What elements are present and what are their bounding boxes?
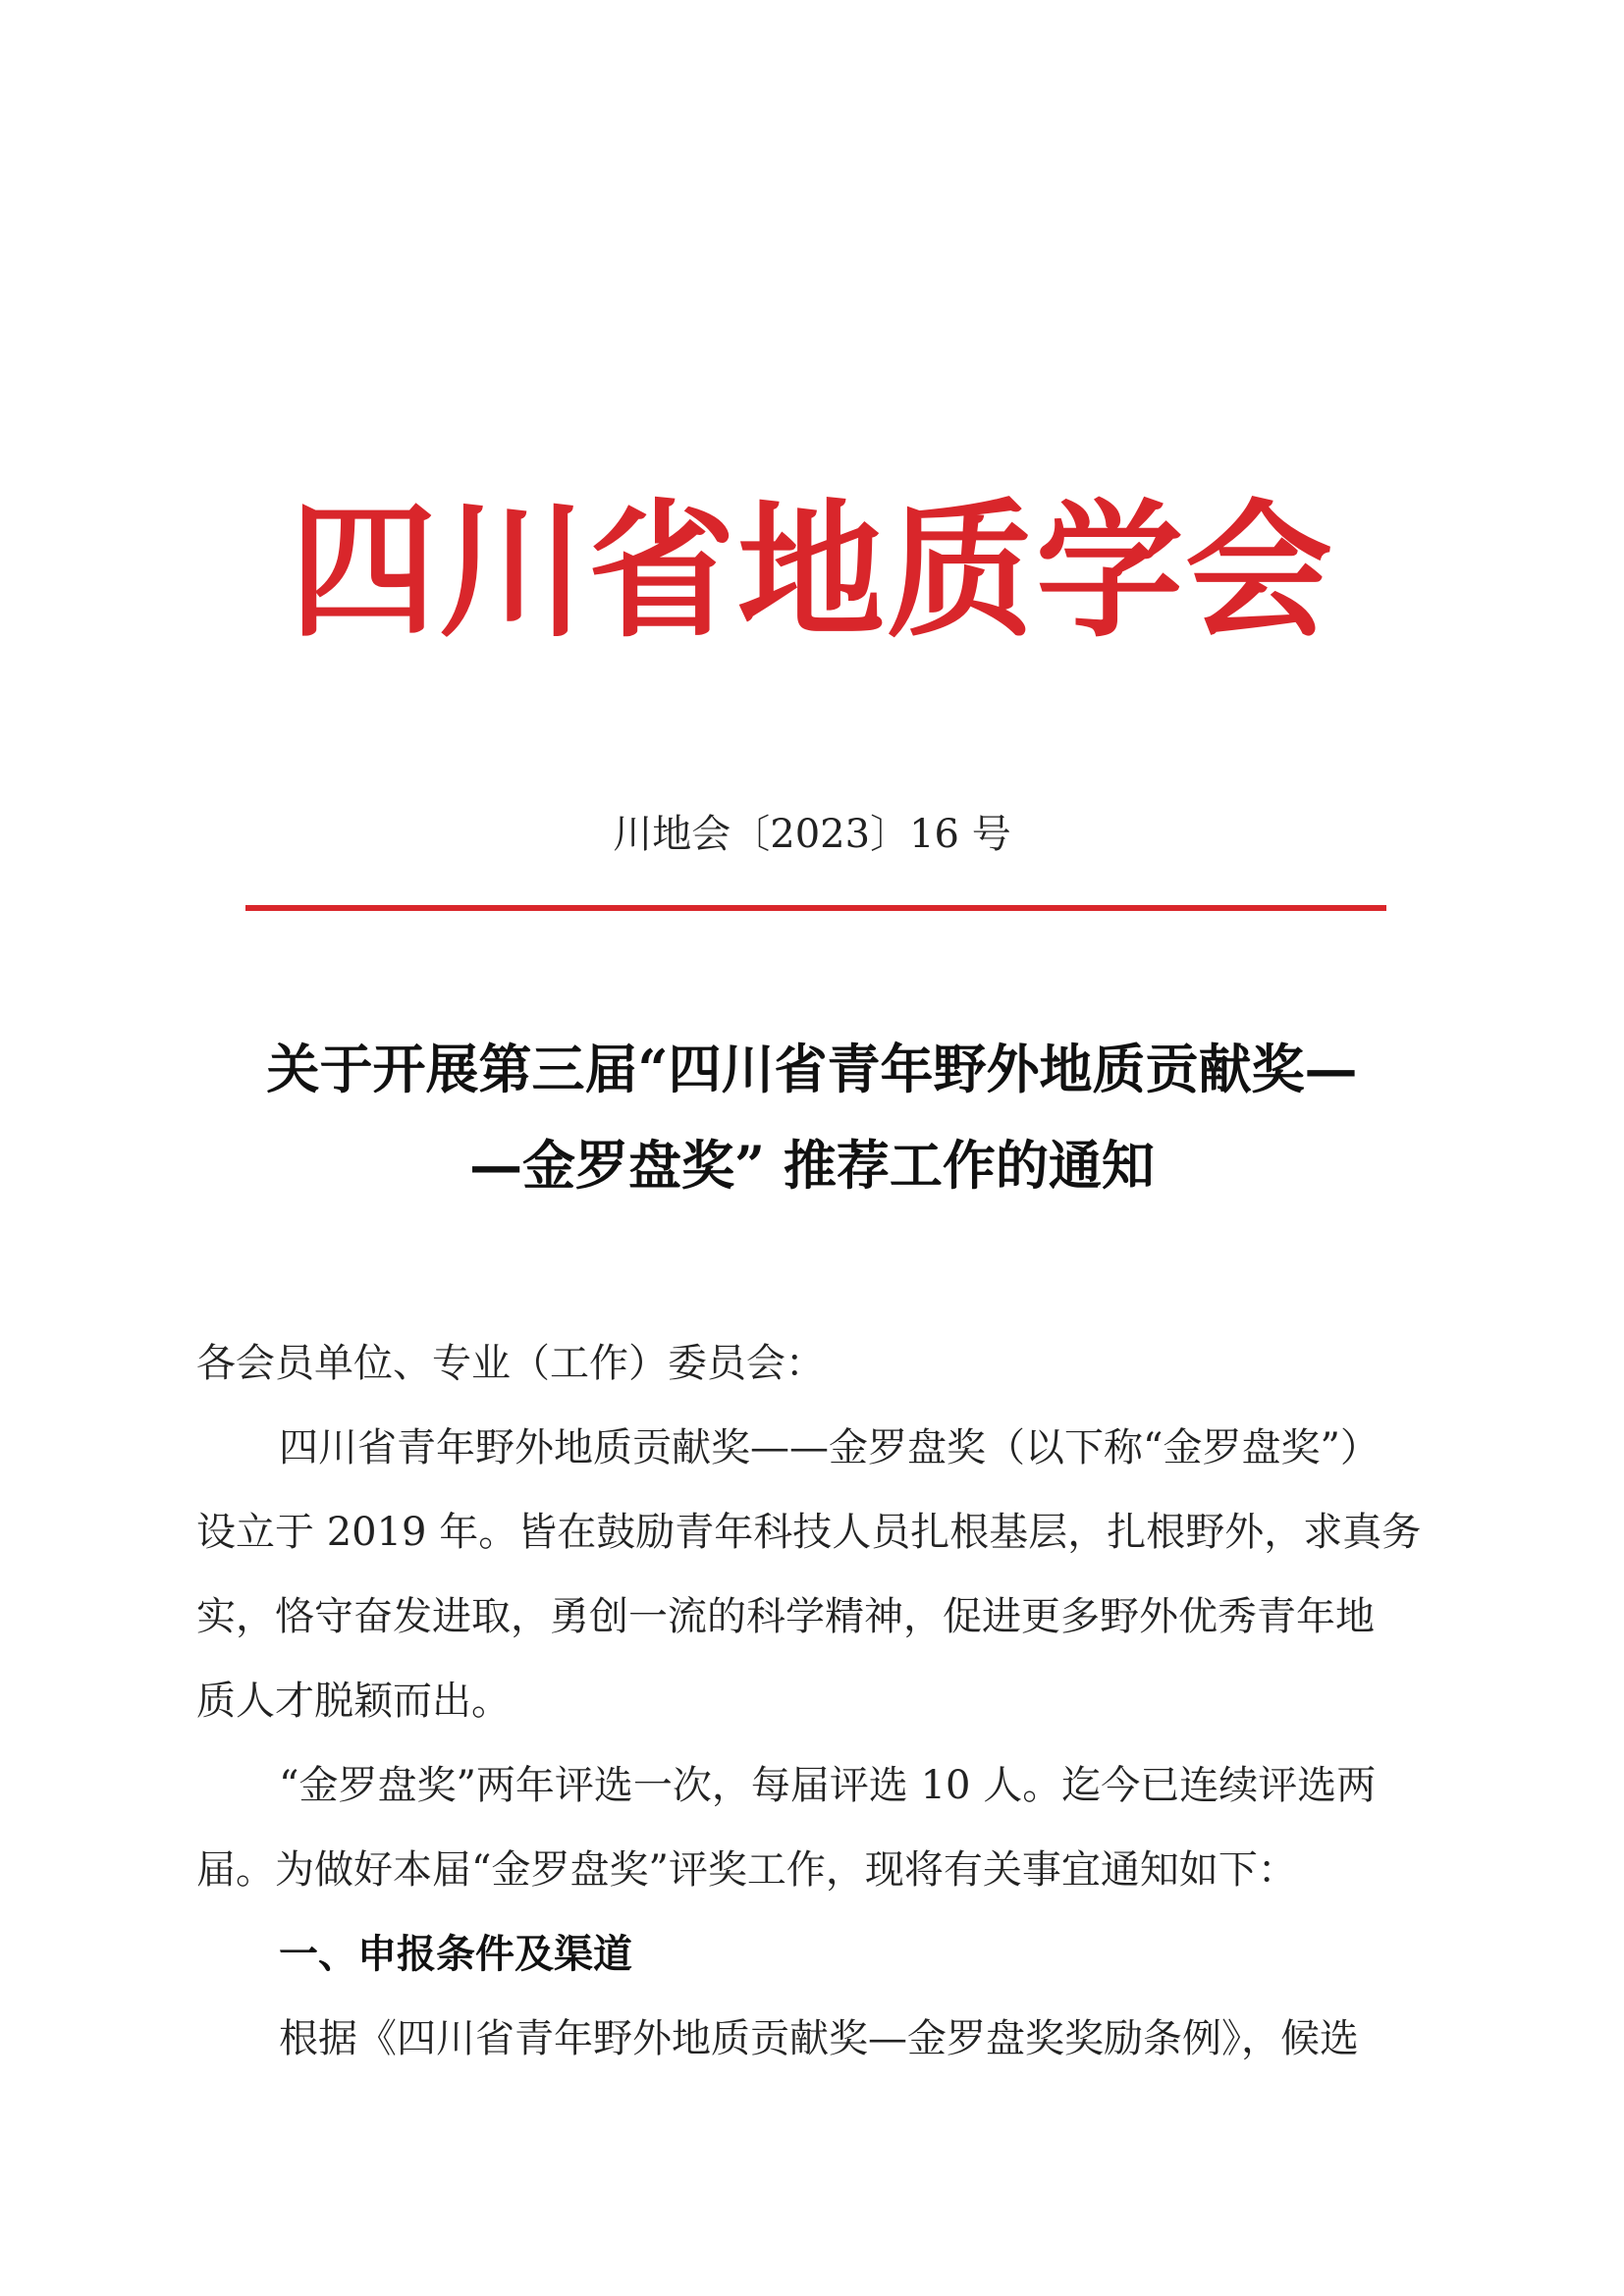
document-title-line-2: —金罗盘奖” 推荐工作的通知: [469, 1134, 1155, 1197]
organization-header: 四川省地质学会: [289, 487, 1334, 658]
paragraph-1-line-3: 实，恪守奋发进取，勇创一流的科学精神，促进更多野外优秀青年地: [196, 1594, 1375, 1639]
header-divider: [245, 905, 1386, 911]
paragraph-1-line-2: 设立于 2019 年。皆在鼓励青年科技人员扎根基层，扎根野外，求真务: [196, 1510, 1422, 1555]
document-number: 川地会〔2023〕16 号: [613, 812, 1011, 857]
document-body: [196, 1321, 1439, 2081]
document-title: [167, 1021, 1457, 1213]
paragraph-2-line-2: 届。为做好本届“金罗盘奖”评奖工作，现将有关事宜通知如下：: [196, 1847, 1297, 1893]
paragraph-1-line-4: 质人才脱颖而出。: [196, 1679, 511, 1724]
paragraph-3-line-1: 根据《四川省青年野外地质贡献奖—金罗盘奖奖励条例》，候选: [279, 2016, 1359, 2061]
paragraph-1-line-1: 四川省青年野外地质贡献奖——金罗盘奖（以下称“金罗盘奖”）: [279, 1425, 1380, 1470]
salutation: 各会员单位、专业（工作）委员会：: [196, 1341, 825, 1386]
document-title-line-1: 关于开展第三届“四川省青年野外地质贡献奖—: [266, 1038, 1358, 1100]
paragraph-2-line-1: “金罗盘奖”两年评选一次，每届评选 10 人。迄今已连续评选两: [279, 1763, 1377, 1808]
section-heading: 一、申报条件及渠道: [279, 1931, 632, 1977]
